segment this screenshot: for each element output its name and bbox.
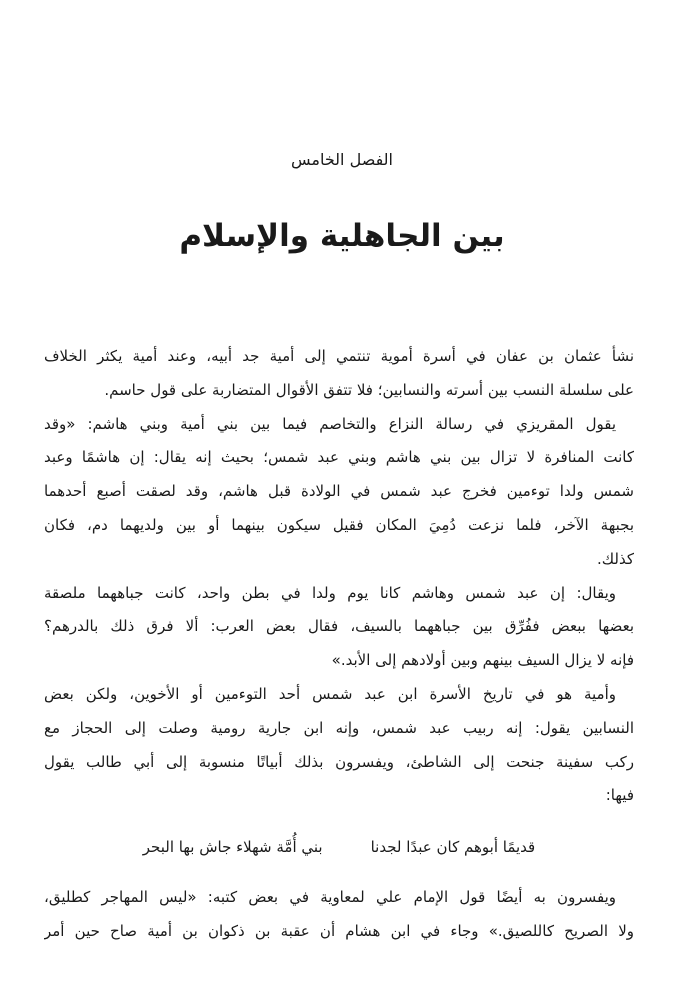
text-line: ويقال: إن عبد شمس وهاشم كانا يوم ولدا في بطن واحد، كانت جباههما ملصقة [44,583,616,602]
chapter-label: الفصل الخامس [291,150,393,169]
text-line: بعضها ببعض ففُرِّق بين جباههما بالسيف، فقال بعض العرب: ألا فرق ذلك بالدرهم؟ [44,617,634,636]
poem-verse [44,817,634,877]
text-line: بجبهة الآخر، فلما نزعت دُمِيَ المكان فقيل سيكون بينهما أو بين ولديهما دم، فكان [44,515,634,534]
text-line: وأمية هو في تاريخ الأسرة ابن عبد شمس أحد التوءمين أو الأخوين، ولكن بعض [44,684,616,703]
text-line: كانت المنافرة لا تزال بين بني هاشم وبني عبد شمس؛ بحيث إنه يقال: إن هاشمًا وعبد [44,448,634,467]
verse-second-hemistich: بني أُمَّة شهلاء جاش بها البحر [142,838,323,857]
body-text [44,340,634,949]
text-line: ويفسرون به أيضًا قول الإمام علي لمعاوية في بعض كتبه: «ليس المهاجر كطليق، [44,888,616,907]
text-line: شمس ولدا توءمين فخرج عبد شمس في الولادة قبل هاشم، وقد لصقت أصبع أحدهما [44,482,634,501]
text-line: كذلك. [597,549,634,568]
text-line: على سلسلة النسب بين أسرته والنسابين؛ فلا تتفق الأقوال المتضاربة على قول حاسم. [104,380,634,399]
text-line: يقول المقريزي في رسالة النزاع والتخاصم فيما بين بني أمية وبني هاشم: «وقد [44,414,616,433]
text-line: فإنه لا يزال السيف بينهم وبين أولادهم إلى الأبد.» [331,651,634,670]
text-line: ركب سفينة جنحت إلى الشاطئ، ويفسرون بذلك أبياتًا منسوبة إلى أبي طالب يقول [44,752,634,771]
paragraphs-block [44,340,634,813]
text-line: نشأ عثمان بن عفان في أسرة أموية تنتمي إلى أمية جد أبيه، وعند أمية يكثر الخلاف [44,347,634,365]
text-line: ولا الصريح كاللصيق.» وجاء في ابن هشام أن عقبة بن ذكوان بن أمية صاح حين أمر [44,921,634,940]
text-line: النسابين يقول: إنه ربيب عبد شمس، وإنه ابن جارية رومية وصلت إلى الحجاز مع [44,718,634,737]
verse-first-hemistich: قديمًا أبوهم كان عبدًا لجدنا [370,838,536,857]
paragraphs-block-after-verse [44,881,634,949]
text-line: فيها: [605,786,634,805]
chapter-title: بين الجاهلية والإسلام [179,218,505,254]
